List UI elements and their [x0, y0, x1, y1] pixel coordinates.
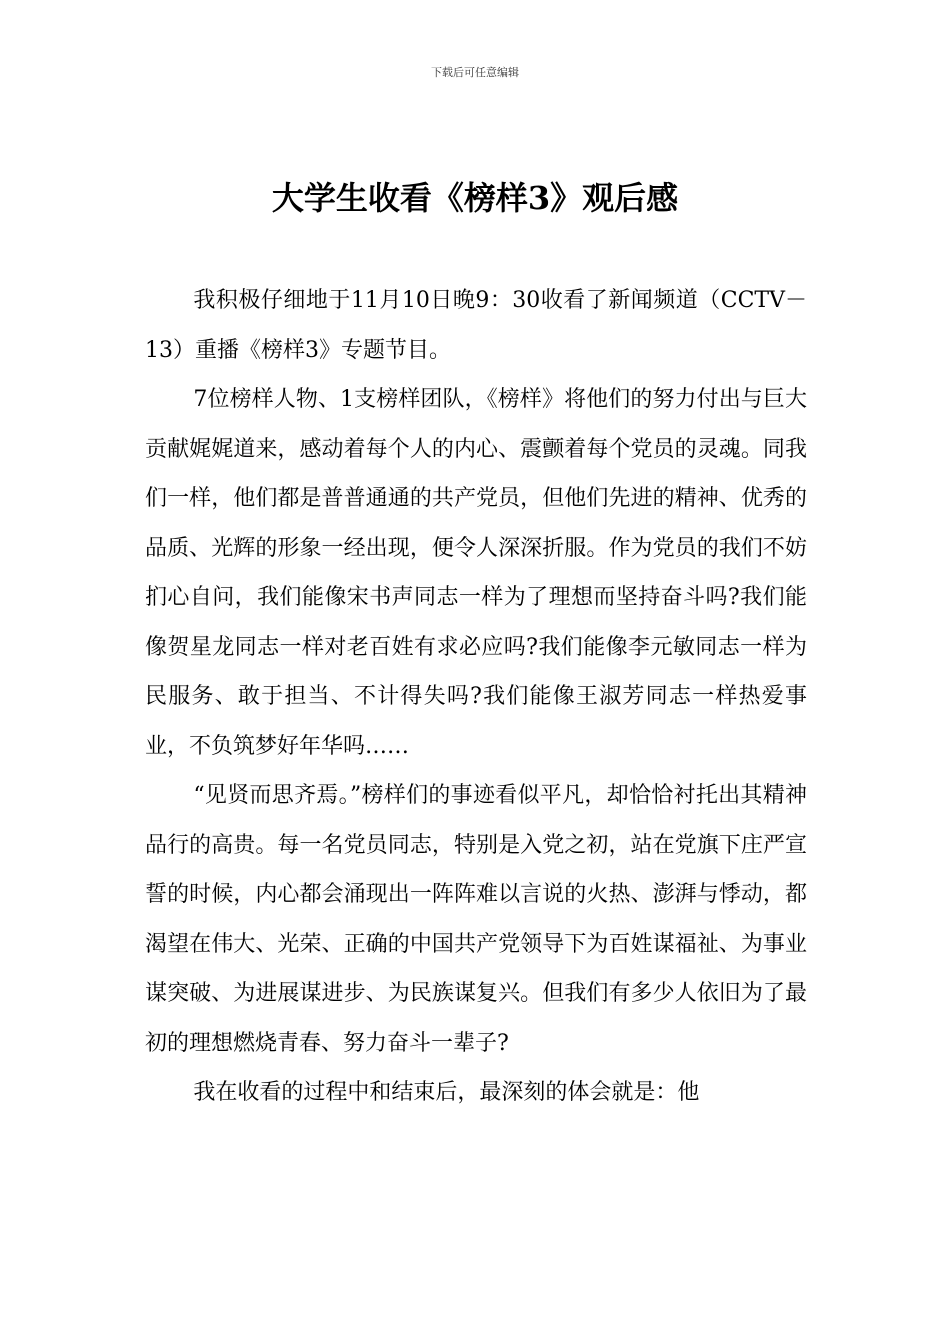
- document-body: [145, 276, 807, 1118]
- paragraph: 我在收看的过程中和结束后，最深刻的体会就是：他: [193, 1080, 700, 1105]
- paragraph: “见贤而思齐焉。”榜样们的事迹看似平凡，却恰恰衬托出其精神品行的高贵。每一名党员同志，特别是入党之初，站在党旗下庄严宣誓的时候，内心都会涌现出一阵阵难以言说的火热、澎湃与悸动，都渴望在伟大、光荣、正确的中国共产党领导下为百姓谋福祉、为事业谋突破、为进展谋进步、为民族谋复兴。但我们有多少人依旧为了最初的理想燃烧青春、努力奋斗一辈子?: [145, 783, 807, 1056]
- paragraph: 7位榜样人物、1支榜样团队，《榜样》将他们的努力付出与巨大贡献娓娓道来，感动着每个人的内心、震颤着每个党员的灵魂。同我们一样，他们都是普普通通的共产党员，但他们先进的精神、优秀的品质、光辉的形象一经出现，便令人深深折服。作为党员的我们不妨扪心自问，我们能像宋书声同志一样为了理想而坚持奋斗吗?我们能像贺星龙同志一样对老百姓有求必应吗?我们能像李元敏同志一样为民服务、敢于担当、不计得失吗?我们能像王淑芳同志一样热爱事业，不负筑梦好年华吗……: [145, 387, 807, 759]
- header-note: 下载后可任意编辑: [431, 66, 519, 79]
- document-title: 大学生收看《榜样3》观后感: [271, 179, 679, 217]
- paragraph: 我积极仔细地于11月10日晚9：30收看了新闻频道（CCTV－13）重播《榜样3》专题节目。: [145, 288, 807, 363]
